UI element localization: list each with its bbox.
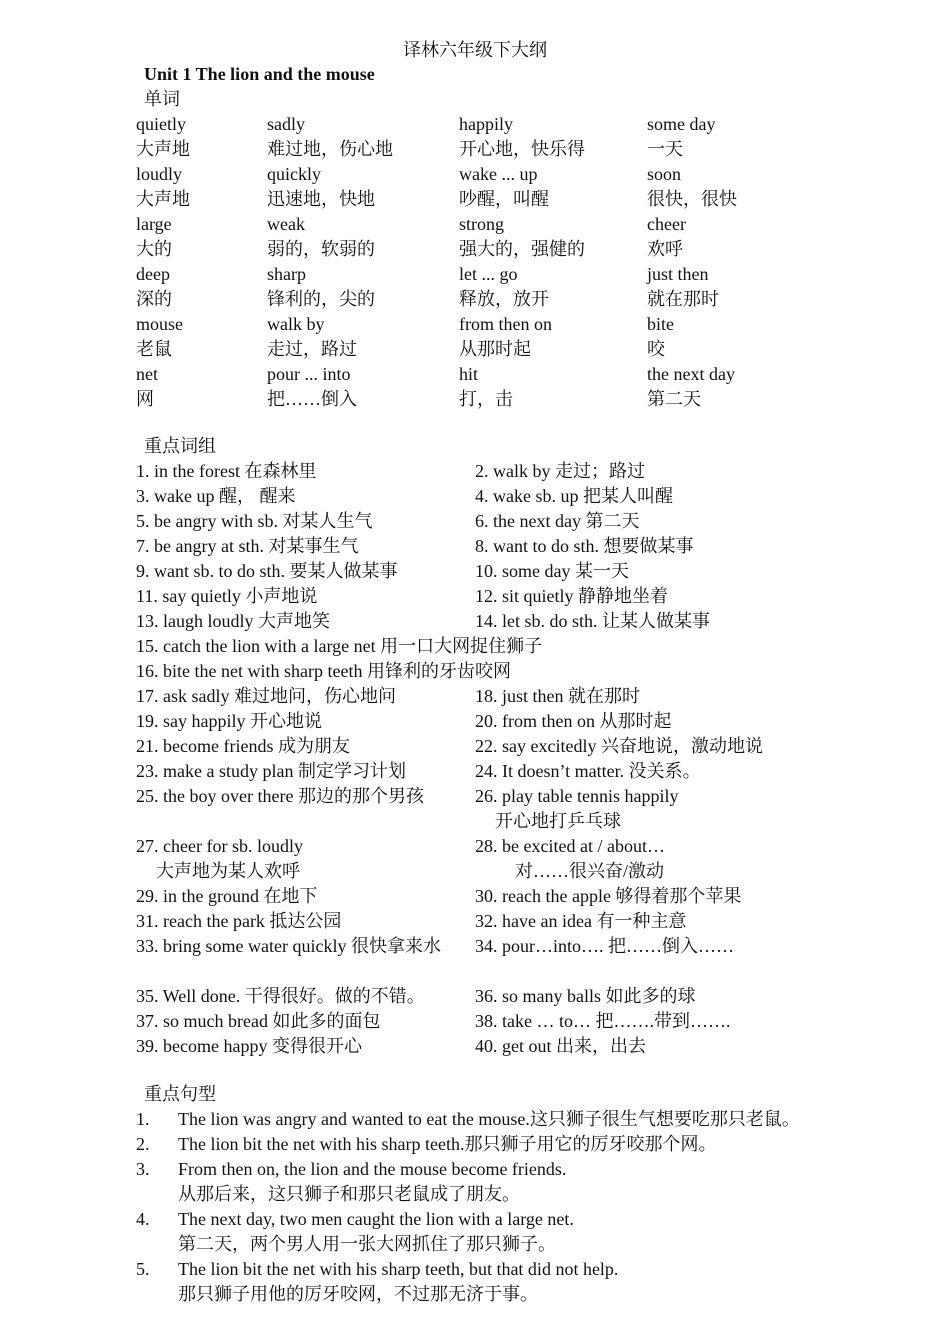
vocab-meaning-row — [136, 237, 836, 262]
phrase-item — [475, 1034, 646, 1059]
phrase-item — [475, 609, 710, 634]
phrase-text: 17. ask sadly 难过地问，伤心地问 — [136, 686, 396, 706]
vocab-word: loudly — [136, 164, 183, 184]
phrase-item — [475, 834, 665, 884]
phrase-text: 40. get out 出来，出去 — [475, 1036, 646, 1056]
phrase-item — [475, 509, 639, 534]
phrase-item — [136, 1009, 380, 1034]
phrase-item — [136, 484, 295, 509]
phrase-text: 16. bite the net with sharp teeth 用锋利的牙齿咬网 — [136, 661, 511, 681]
phrase-text: 27. cheer for sb. loudly — [136, 836, 303, 856]
sentence-number: 2. — [136, 1134, 150, 1154]
phrase-text: 9. want sb. to do sth. 要某人做某事 — [136, 561, 398, 581]
vocab-word: quietly — [136, 114, 186, 134]
sentence-number: 5. — [136, 1259, 150, 1279]
vocab-meaning: 咬 — [647, 339, 665, 359]
vocab-meaning: 打，击 — [459, 389, 513, 409]
phrase-row — [136, 834, 836, 884]
phrase-text: 14. let sb. do sth. 让某人做某事 — [475, 611, 711, 631]
vocab-word: cheer — [647, 214, 686, 234]
phrase-item — [136, 659, 511, 684]
phrase-text: 23. make a study plan 制定学习计划 — [136, 761, 406, 781]
vocab-meaning: 从那时起 — [459, 339, 531, 359]
phrase-item — [475, 984, 696, 1009]
phrase-item — [475, 884, 741, 909]
phrase-text: 39. become happy 变得很开心 — [136, 1036, 362, 1056]
vocab-meaning: 老鼠 — [136, 339, 172, 359]
phrase-text: 29. in the ground 在地下 — [136, 886, 318, 906]
sentence-number: 4. — [136, 1209, 150, 1229]
vocab-meaning-row — [136, 387, 836, 412]
vocab-meaning: 难过地，伤心地 — [267, 139, 393, 159]
vocab-meaning: 欢呼 — [647, 239, 683, 259]
phrase-item — [475, 784, 678, 834]
vocab-word: large — [136, 214, 172, 234]
phrase-text: 3. wake up 醒， 醒来 — [136, 486, 296, 506]
vocab-meaning: 迅速地，快地 — [267, 189, 375, 209]
vocab-meaning: 大的 — [136, 239, 172, 259]
phrase-text: 1. in the forest 在森林里 — [136, 461, 317, 481]
vocab-word: bite — [647, 314, 674, 334]
vocab-meaning: 网 — [136, 389, 154, 409]
phrase-text: 35. Well done. 干得很好。做的不错。 — [136, 986, 425, 1006]
phrase-text: 6. the next day 第二天 — [475, 511, 640, 531]
phrase-item — [475, 709, 671, 734]
phrase-text: 25. the boy over there 那边的那个男孩 — [136, 786, 424, 806]
phrase-row — [136, 559, 836, 584]
phrase-text: 26. play table tennis happily — [475, 786, 679, 806]
vocab-meaning: 就在那时 — [647, 289, 719, 309]
phrase-text: 32. have an idea 有一种主意 — [475, 911, 687, 931]
vocab-meaning: 第二天 — [647, 389, 701, 409]
phrase-row — [136, 734, 836, 759]
phrases-section-label: 重点词组 — [144, 436, 216, 456]
phrase-row — [136, 484, 836, 509]
phrase-item — [475, 559, 629, 584]
phrase-item — [475, 909, 686, 934]
vocab-meaning: 吵醒，叫醒 — [459, 189, 549, 209]
phrase-item — [136, 884, 318, 909]
vocab-meaning: 把……倒入 — [267, 389, 357, 409]
phrase-row — [136, 634, 836, 659]
phrase-row — [136, 659, 836, 684]
phrase-row — [136, 609, 836, 634]
vocab-word: pour ... into — [267, 364, 351, 384]
vocab-meaning: 强大的，强健的 — [459, 239, 585, 259]
vocab-meaning: 释放，放开 — [459, 289, 549, 309]
sentence-english: The lion was angry and wanted to eat the mouse.这只狮子很生气想要吃那只老鼠。 — [178, 1109, 800, 1129]
phrase-item — [136, 584, 317, 609]
phrase-row — [136, 909, 836, 934]
vocab-word: net — [136, 364, 158, 384]
phrase-item — [475, 584, 668, 609]
vocab-word: the next day — [647, 364, 735, 384]
vocab-word: deep — [136, 264, 170, 284]
sentence-translation: 那只狮子用他的厉牙咬网，不过那无济于事。 — [178, 1284, 538, 1304]
phrase-text: 24. It doesn’t matter. 没关系。 — [475, 761, 701, 781]
phrase-item — [475, 734, 763, 759]
vocab-word: happily — [459, 114, 513, 134]
phrase-row — [136, 934, 836, 984]
phrase-item — [475, 459, 645, 484]
phrase-text: 15. catch the lion with a large net 用一口大网捉住狮子 — [136, 636, 543, 656]
vocab-word: sharp — [267, 264, 306, 284]
phrase-item — [136, 534, 358, 559]
vocab-word: strong — [459, 214, 504, 234]
vocab-word: mouse — [136, 314, 183, 334]
phrase-translation: 对……很兴奋/激动 — [515, 861, 665, 881]
phrase-text: 31. reach the park 抵达公园 — [136, 911, 342, 931]
vocab-meaning: 走过，路过 — [267, 339, 357, 359]
phrase-translation: 大声地为某人欢呼 — [156, 861, 300, 881]
phrase-item — [136, 634, 542, 659]
vocab-meaning-row — [136, 137, 836, 162]
phrase-text: 18. just then 就在那时 — [475, 686, 640, 706]
phrase-text: 36. so many balls 如此多的球 — [475, 986, 696, 1006]
phrase-text: 5. be angry with sb. 对某人生气 — [136, 511, 373, 531]
phrase-row — [136, 1034, 836, 1059]
vocab-meaning-row — [136, 337, 836, 362]
phrase-text: 4. wake sb. up 把某人叫醒 — [475, 486, 673, 506]
phrase-item — [136, 609, 330, 634]
phrase-item — [136, 934, 458, 959]
phrase-row — [136, 1009, 836, 1034]
phrase-row — [136, 884, 836, 909]
phrase-item — [136, 834, 303, 884]
unit-title: Unit 1 The lion and the mouse — [144, 64, 375, 84]
sentence-list — [136, 1107, 916, 1307]
phrase-text: 20. from then on 从那时起 — [475, 711, 672, 731]
sentence-english: From then on, the lion and the mouse become friends. — [178, 1159, 567, 1179]
phrase-item — [475, 1009, 730, 1034]
phrase-text: 12. sit quietly 静静地坐着 — [475, 586, 668, 606]
vocab-meaning: 大声地 — [136, 189, 190, 209]
phrase-text: 33. bring some water quickly 很快拿来水 — [136, 936, 441, 956]
vocab-word: just then — [647, 264, 709, 284]
phrase-text: 10. some day 某一天 — [475, 561, 629, 581]
sentence-number: 1. — [136, 1109, 150, 1129]
phrase-item — [475, 934, 734, 959]
sentences-section-label: 重点句型 — [144, 1084, 216, 1104]
phrase-text: 22. say excitedly 兴奋地说，激动地说 — [475, 736, 763, 756]
phrase-row — [136, 509, 836, 534]
vocab-meaning: 大声地 — [136, 139, 190, 159]
phrase-row — [136, 784, 836, 834]
vocab-word: weak — [267, 214, 305, 234]
vocab-word-row — [136, 362, 836, 387]
phrase-row — [136, 709, 836, 734]
sentence-number: 3. — [136, 1159, 150, 1179]
phrase-translation: 开心地打乒乓球 — [495, 811, 621, 831]
vocab-word-row — [136, 312, 836, 337]
vocab-word-row — [136, 112, 836, 137]
vocab-word: walk by — [267, 314, 325, 334]
sentence-item — [136, 1107, 916, 1132]
vocab-meaning-row — [136, 187, 836, 212]
phrase-text: 34. pour…into…. 把……倒入…… — [475, 936, 734, 956]
vocab-meaning: 一天 — [647, 139, 683, 159]
phrase-text: 11. say quietly 小声地说 — [136, 586, 318, 606]
vocab-word: soon — [647, 164, 682, 184]
vocab-word: quickly — [267, 164, 321, 184]
phrase-row — [136, 984, 836, 1009]
phrase-item — [136, 734, 350, 759]
phrase-item — [136, 684, 396, 709]
phrase-text: 8. want to do sth. 想要做某事 — [475, 536, 694, 556]
phrase-row — [136, 759, 836, 784]
phrase-text: 21. become friends 成为朋友 — [136, 736, 350, 756]
phrase-item — [136, 909, 341, 934]
vocab-word: some day — [647, 114, 716, 134]
phrase-text: 28. be excited at / about… — [475, 836, 665, 856]
phrase-item — [136, 784, 424, 809]
phrase-item — [136, 1034, 362, 1059]
phrase-item — [475, 759, 701, 784]
document-title: 译林六年级下大纲 — [403, 40, 547, 60]
phrase-item — [136, 984, 425, 1009]
vocab-word: wake ... up — [459, 164, 538, 184]
phrase-item — [136, 759, 406, 784]
phrase-item — [136, 459, 316, 484]
vocab-word: sadly — [267, 114, 305, 134]
phrase-item — [136, 509, 372, 534]
phrase-text: 19. say happily 开心地说 — [136, 711, 322, 731]
phrase-text: 37. so much bread 如此多的面包 — [136, 1011, 381, 1031]
sentence-english: The next day, two men caught the lion with a large net. — [178, 1209, 574, 1229]
vocab-word-row — [136, 262, 836, 287]
phrase-item — [475, 484, 673, 509]
phrase-item — [136, 559, 398, 584]
phrase-text: 30. reach the apple 够得着那个苹果 — [475, 886, 742, 906]
phrase-row — [136, 684, 836, 709]
vocab-meaning: 开心地，快乐得 — [459, 139, 585, 159]
vocab-section-label: 单词 — [144, 89, 180, 109]
sentence-translation: 第二天，两个男人用一张大网抓住了那只狮子。 — [178, 1234, 556, 1254]
sentence-item — [136, 1132, 916, 1157]
vocab-word: hit — [459, 364, 479, 384]
sentence-item — [136, 1157, 916, 1207]
phrase-text: 13. laugh loudly 大声地笑 — [136, 611, 330, 631]
vocab-meaning-row — [136, 287, 836, 312]
vocab-meaning: 很快，很快 — [647, 189, 737, 209]
vocab-table — [136, 112, 836, 412]
sentence-item — [136, 1207, 916, 1257]
sentence-english: The lion bit the net with his sharp teeth, but that did not help. — [178, 1259, 619, 1279]
vocab-meaning: 深的 — [136, 289, 172, 309]
phrase-list — [136, 459, 836, 1059]
phrase-text: 2. walk by 走过；路过 — [475, 461, 645, 481]
vocab-word-row — [136, 212, 836, 237]
sentence-english: The lion bit the net with his sharp teeth.那只狮子用它的厉牙咬那个网。 — [178, 1134, 717, 1154]
phrase-text: 7. be angry at sth. 对某事生气 — [136, 536, 359, 556]
vocab-word: let ... go — [459, 264, 518, 284]
sentence-translation: 从那后来，这只狮子和那只老鼠成了朋友。 — [178, 1184, 520, 1204]
vocab-meaning: 弱的，软弱的 — [267, 239, 375, 259]
vocab-word-row — [136, 162, 836, 187]
phrase-item — [136, 709, 322, 734]
phrase-row — [136, 584, 836, 609]
phrase-item — [475, 534, 694, 559]
vocab-meaning: 锋利的，尖的 — [267, 289, 375, 309]
phrase-item — [475, 684, 640, 709]
sentence-item — [136, 1257, 916, 1307]
phrase-row — [136, 459, 836, 484]
phrase-row — [136, 534, 836, 559]
vocab-word: from then on — [459, 314, 552, 334]
phrase-text: 38. take … to… 把…….带到……. — [475, 1011, 731, 1031]
